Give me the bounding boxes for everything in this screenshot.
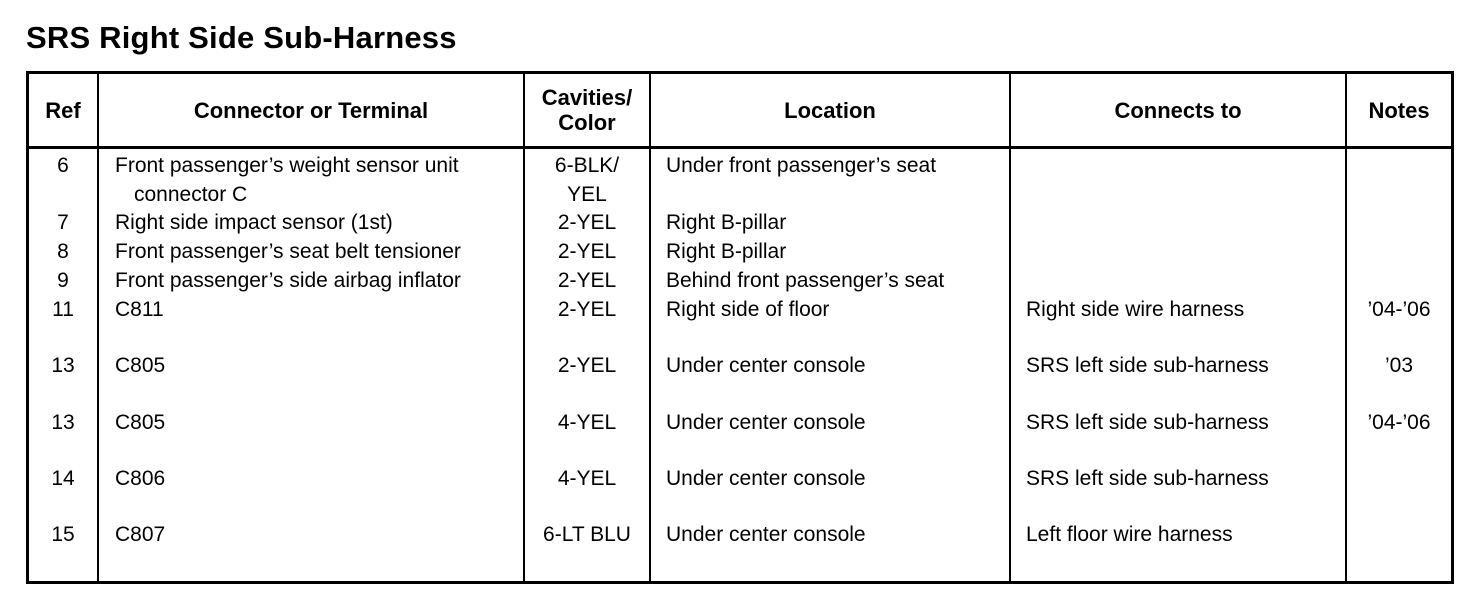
cell-connector-line1: Front passenger’s weight sensor unit bbox=[115, 154, 459, 177]
cell-location: Right side of floor bbox=[666, 298, 830, 321]
cell-connector: C807 bbox=[115, 523, 166, 546]
cell-ref: 8 bbox=[57, 240, 69, 263]
harness-table bbox=[26, 71, 1454, 584]
header-cavities-line1: Cavities/ bbox=[541, 85, 633, 110]
column-divider bbox=[1345, 74, 1347, 581]
cell-notes: ’03 bbox=[1384, 354, 1414, 377]
cell-notes: ’04-’06 bbox=[1367, 298, 1431, 321]
cell-cavities: 4-YEL bbox=[557, 467, 617, 490]
cell-cavities bbox=[525, 151, 649, 209]
cell-ref: 15 bbox=[51, 523, 75, 546]
cell-cavities: 2-YEL bbox=[557, 240, 617, 263]
cell-location: Right B-pillar bbox=[666, 211, 787, 234]
cell-connector: C806 bbox=[115, 467, 166, 490]
cell-ref: 7 bbox=[57, 211, 69, 234]
cell-location: Under center console bbox=[666, 523, 866, 546]
cell-notes: ’04-’06 bbox=[1367, 411, 1431, 434]
cell-connects-to: SRS left side sub-harness bbox=[1026, 467, 1269, 490]
cell-connects-to: Left floor wire harness bbox=[1026, 523, 1233, 546]
cell-ref: 9 bbox=[57, 269, 69, 292]
cell-connects-to: SRS left side sub-harness bbox=[1026, 354, 1269, 377]
cell-connector: Front passenger’s seat belt tensioner bbox=[115, 240, 461, 263]
cell-ref: 13 bbox=[51, 411, 75, 434]
cell-connector: C805 bbox=[115, 354, 166, 377]
header-connects-to: Connects to bbox=[1114, 97, 1242, 123]
column-divider bbox=[1009, 74, 1011, 581]
cell-location: Right B-pillar bbox=[666, 240, 787, 263]
cell-location: Under center console bbox=[666, 354, 866, 377]
cell-cavities: 2-YEL bbox=[557, 298, 617, 321]
header-cavities-line2: Color bbox=[558, 110, 616, 135]
cell-connector: Front passenger’s side airbag inflator bbox=[115, 269, 461, 292]
cell-cavities: 6-LT BLU bbox=[543, 523, 631, 546]
column-divider bbox=[649, 74, 651, 581]
header-ref: Ref bbox=[45, 97, 81, 123]
cell-connector bbox=[115, 151, 459, 209]
cell-ref: 14 bbox=[51, 467, 75, 490]
cell-location: Behind front passenger’s seat bbox=[666, 269, 945, 292]
cell-connector: C811 bbox=[115, 298, 164, 321]
cell-ref: 13 bbox=[51, 354, 75, 377]
header-notes: Notes bbox=[1368, 97, 1430, 123]
cell-connector: Right side impact sensor (1st) bbox=[115, 211, 393, 234]
cell-cavities: 2-YEL bbox=[557, 354, 617, 377]
cell-location: Under center console bbox=[666, 467, 866, 490]
cell-cavities-line1: 6-BLK/ bbox=[554, 154, 620, 177]
page-title: SRS Right Side Sub-Harness bbox=[26, 20, 457, 55]
header-location: Location bbox=[784, 97, 876, 123]
cell-cavities: 4-YEL bbox=[557, 411, 617, 434]
cell-cavities: 2-YEL bbox=[557, 269, 617, 292]
cell-cavities-line2: YEL bbox=[567, 183, 607, 206]
column-divider bbox=[97, 74, 99, 581]
cell-ref: 11 bbox=[52, 298, 74, 321]
cell-ref: 6 bbox=[57, 154, 69, 177]
header-divider bbox=[29, 146, 1451, 149]
header-cavities bbox=[525, 74, 649, 146]
cell-location: Under center console bbox=[666, 411, 866, 434]
cell-cavities: 2-YEL bbox=[557, 211, 617, 234]
cell-connector-line2: connector C bbox=[134, 183, 248, 206]
cell-connects-to: Right side wire harness bbox=[1026, 298, 1245, 321]
cell-connects-to: SRS left side sub-harness bbox=[1026, 411, 1269, 434]
cell-location: Under front passenger’s seat bbox=[666, 154, 937, 177]
header-connector: Connector or Terminal bbox=[193, 97, 429, 123]
cell-connector: C805 bbox=[115, 411, 166, 434]
